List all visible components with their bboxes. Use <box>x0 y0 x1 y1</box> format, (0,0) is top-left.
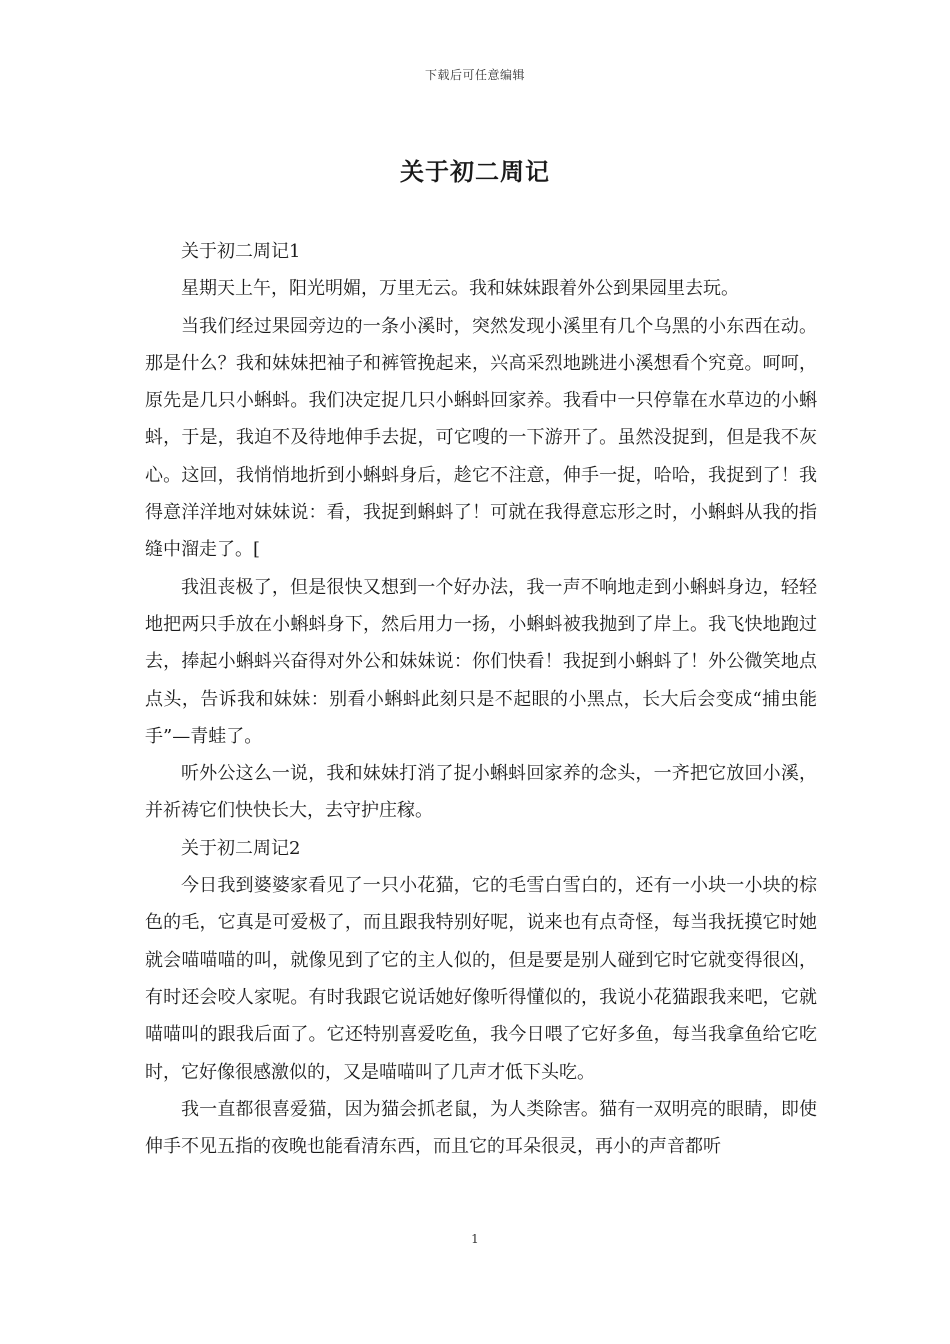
paragraph: 当我们经过果园旁边的一条小溪时，突然发现小溪里有几个乌黑的小东西在动。那是什么？我和妹妹把袖子和裤管挽起来，兴高采烈地跳进小溪想看个究竟。呵呵，原先是几只小蝌蚪。我们决定捉几只小蝌蚪回家养。我看中一只停靠在水草边的小蝌蚪，于是，我迫不及待地伸手去捉，可它嗖的一下游开了。虽然没捉到，但是我不灰心。这回，我悄悄地折到小蝌蚪身后，趁它不注意，伸手一捉，哈哈，我捉到了！我得意洋洋地对妹妹说：看，我捉到蝌蚪了！可就在我得意忘形之时，小蝌蚪从我的指缝中溜走了。[ <box>145 315 817 561</box>
paragraph: 今日我到婆婆家看见了一只小花猫，它的毛雪白雪白的，还有一小块一小块的棕色的毛，它真是可爱极了，而且跟我特别好呢，说来也有点奇怪，每当我抚摸它时她就会喵喵喵的叫，就像见到了它的主人似的，但是要是别人碰到它时它就变得很凶，有时还会咬人家呢。有时我跟它说话她好像听得懂似的，我说小花猫跟我来吧，它就喵喵叫的跟我后面了。它还特别喜爱吃鱼，我今日喂了它好多鱼，每当我拿鱼给它吃时，它好像很感激似的，又是喵喵叫了几声才低下头吃。 <box>145 875 817 1083</box>
header-note: 下载后可任意编辑 <box>424 68 525 82</box>
section-heading-1: 关于初二周记1 <box>181 241 301 262</box>
paragraph: 星期天上午，阳光明媚，万里无云。我和妹妹跟着外公到果园里去玩。 <box>181 278 739 300</box>
paragraph: 我一直都很喜爱猫，因为猫会抓老鼠，为人类除害。猫有一双明亮的眼睛，即使伸手不见五指的夜晚也能看清东西，而且它的耳朵很灵，再小的声音都听 <box>145 1098 817 1158</box>
document-body <box>145 233 817 1165</box>
section-heading-2: 关于初二周记2 <box>181 837 301 859</box>
page-number: 1 <box>471 1232 479 1246</box>
paragraph: 我沮丧极了，但是很快又想到一个好办法，我一声不响地走到小蝌蚪身边，轻轻地把两只手放在小蝌蚪身下，然后用力一扬，小蝌蚪被我抛到了岸上。我飞快地跑过去，捧起小蝌蚪兴奋得对外公和妹妹说：你们快看！我捉到小蝌蚪了！外公微笑地点点头，告诉我和妹妹：别看小蝌蚪此刻只是不起眼的小黑点，长大后会变成“捕虫能手”—青蛙了。 <box>145 576 817 747</box>
document-title: 关于初二周记 <box>400 157 550 186</box>
paragraph: 听外公这么一说，我和妹妹打消了捉小蝌蚪回家养的念头，一齐把它放回小溪，并祈祷它们快快长大，去守护庄稼。 <box>145 763 817 822</box>
